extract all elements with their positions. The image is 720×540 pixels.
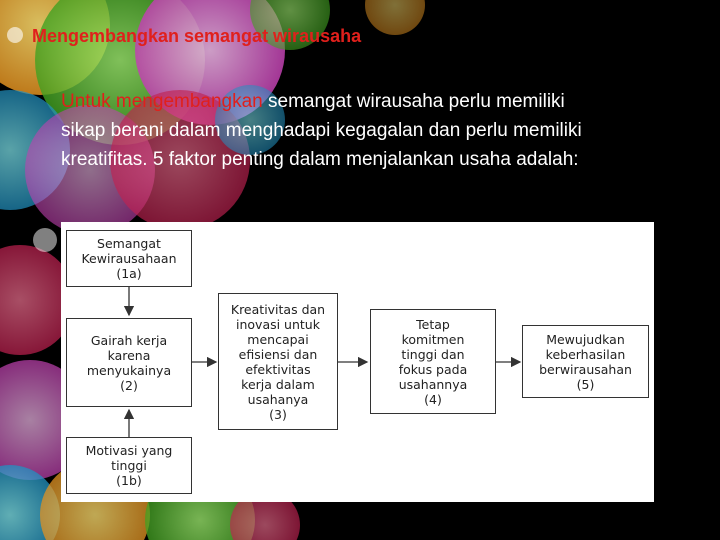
slide-body-text — [61, 87, 601, 174]
node-semangat-kewirausahaan: Semangat Kewirausahaan (1a) — [66, 230, 192, 287]
slide-title: Mengembangkan semangat wirausaha — [32, 26, 362, 46]
node-kreativitas-inovasi: Kreativitas dan inovasi untuk mencapai efisiensi dan efektivitas kerja dalam usahanya (3) — [218, 293, 338, 430]
node-gairah-kerja: Gairah kerja karena menyukainya (2) — [66, 318, 192, 407]
node-tetap-komitmen: Tetap komitmen tinggi dan fokus pada usahannya (4) — [370, 309, 496, 414]
node-motivasi-tinggi: Motivasi yang tinggi (1b) — [66, 437, 192, 494]
slide-body-rest: semangat wirausaha perlu memiliki sikap berani dalam menghadapi kegagalan dan perlu memiliki kreatifitas. 5 faktor penting dalam menjalankan usaha adalah: — [61, 91, 582, 170]
flow-diagram — [61, 222, 654, 502]
slide-body-highlight: Untuk mengembangkan — [61, 91, 263, 112]
node-mewujudkan-keberhasilan: Mewujudkan keberhasilan berwirausahan (5) — [522, 325, 649, 398]
